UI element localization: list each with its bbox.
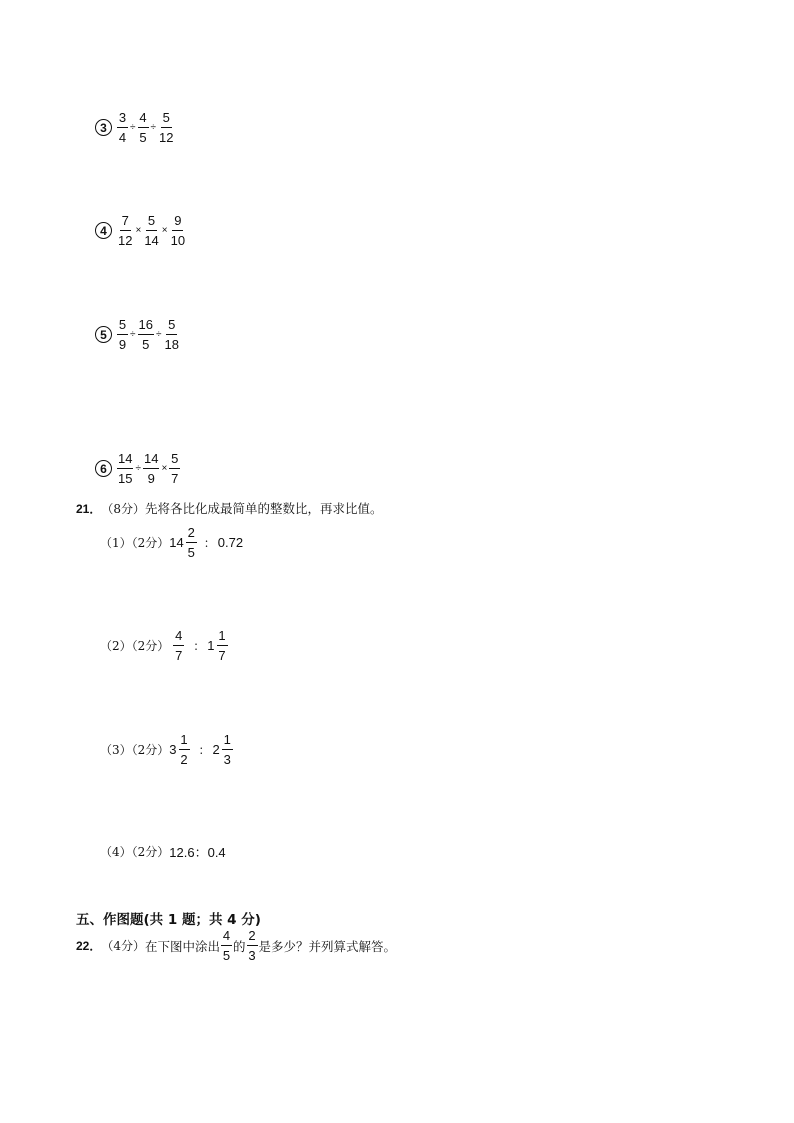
operator: ÷ bbox=[150, 122, 156, 133]
fraction: $\frac{16}{5}$ bbox=[138, 317, 153, 352]
operator: ÷ bbox=[135, 463, 141, 474]
question-number: 22． bbox=[76, 939, 102, 953]
calc-item-5 bbox=[95, 318, 181, 351]
question-text-c: 是多少？并列算式解答。 bbox=[258, 938, 397, 954]
fraction: $\frac{2}{5}$ bbox=[187, 525, 195, 560]
q21-part-4 bbox=[100, 842, 226, 861]
fraction: $\frac{5}{14}$ bbox=[144, 213, 159, 248]
question-text-b: 的 bbox=[233, 938, 246, 954]
fraction: $\frac{7}{12}$ bbox=[118, 213, 133, 248]
question-21 bbox=[76, 499, 383, 517]
q21-part-1 bbox=[100, 526, 243, 559]
mixed-whole: 14 bbox=[169, 535, 184, 550]
item-marker: 3 bbox=[95, 119, 112, 136]
item-marker: 5 bbox=[95, 326, 112, 343]
ratio-colon: ： bbox=[198, 743, 211, 757]
question-text-a: 在下图中涂出 bbox=[145, 938, 221, 954]
ratio-value: 0.72 bbox=[217, 535, 244, 550]
operator: ÷ bbox=[130, 122, 136, 133]
part-label: （1）（2分） bbox=[100, 536, 170, 550]
operator: ÷ bbox=[130, 329, 136, 340]
question-score: （8分） bbox=[101, 501, 145, 516]
part-label: （3）（2分） bbox=[100, 743, 170, 757]
fraction: $\frac{5}{18}$ bbox=[164, 317, 179, 352]
fraction: $\frac{1}{7}$ bbox=[218, 628, 226, 663]
mixed-whole: 2 bbox=[212, 742, 220, 757]
fraction: $\frac{1}{3}$ bbox=[223, 732, 231, 767]
mixed-whole: 1 bbox=[207, 638, 215, 653]
question-number: 21． bbox=[76, 501, 102, 516]
fraction: $\frac{1}{2}$ bbox=[180, 732, 188, 767]
section-heading: 五、作图题(共 1 题；共 4 分) bbox=[76, 912, 261, 928]
fraction: $\frac{9}{10}$ bbox=[170, 213, 186, 248]
calc-item-3 bbox=[95, 111, 175, 144]
fraction: $\frac{5}{9}$ bbox=[118, 317, 127, 352]
question-text: 先将各比化成最简单的整数比，再求比值。 bbox=[145, 501, 383, 516]
operator: × bbox=[161, 463, 168, 474]
ratio-colon: ： bbox=[193, 639, 206, 653]
operator: ÷ bbox=[155, 329, 162, 340]
q21-part-2 bbox=[100, 629, 229, 662]
ratio-colon: ： bbox=[203, 536, 216, 550]
operator: × bbox=[161, 225, 168, 236]
fraction: $\frac{14}{9}$ bbox=[143, 451, 159, 486]
part-label: （2）（2分） bbox=[100, 639, 170, 653]
question-score: （4分） bbox=[101, 939, 145, 953]
calc-item-4 bbox=[95, 214, 187, 247]
part-label: （4）（2分） bbox=[100, 845, 170, 859]
mixed-whole: 3 bbox=[169, 742, 177, 757]
fraction: $\frac{3}{4}$ bbox=[118, 110, 127, 145]
fraction: $\frac{5}{7}$ bbox=[171, 451, 179, 486]
calc-item-6 bbox=[95, 452, 181, 485]
fraction: $\frac{14}{15}$ bbox=[118, 451, 133, 486]
operator: × bbox=[135, 225, 142, 236]
item-marker: 4 bbox=[95, 222, 112, 239]
fraction: $\frac{4}{7}$ bbox=[175, 628, 183, 663]
fraction: $\frac{4}{5}$ bbox=[222, 928, 231, 963]
q21-part-3 bbox=[100, 733, 234, 766]
fraction: $\frac{4}{5}$ bbox=[139, 110, 147, 145]
item-marker: 6 bbox=[95, 460, 112, 477]
fraction: $\frac{2}{3}$ bbox=[248, 928, 256, 963]
ratio-expression: 12.6：0.4 bbox=[169, 845, 226, 860]
question-22 bbox=[76, 929, 396, 962]
fraction: $\frac{5}{12}$ bbox=[159, 110, 174, 145]
